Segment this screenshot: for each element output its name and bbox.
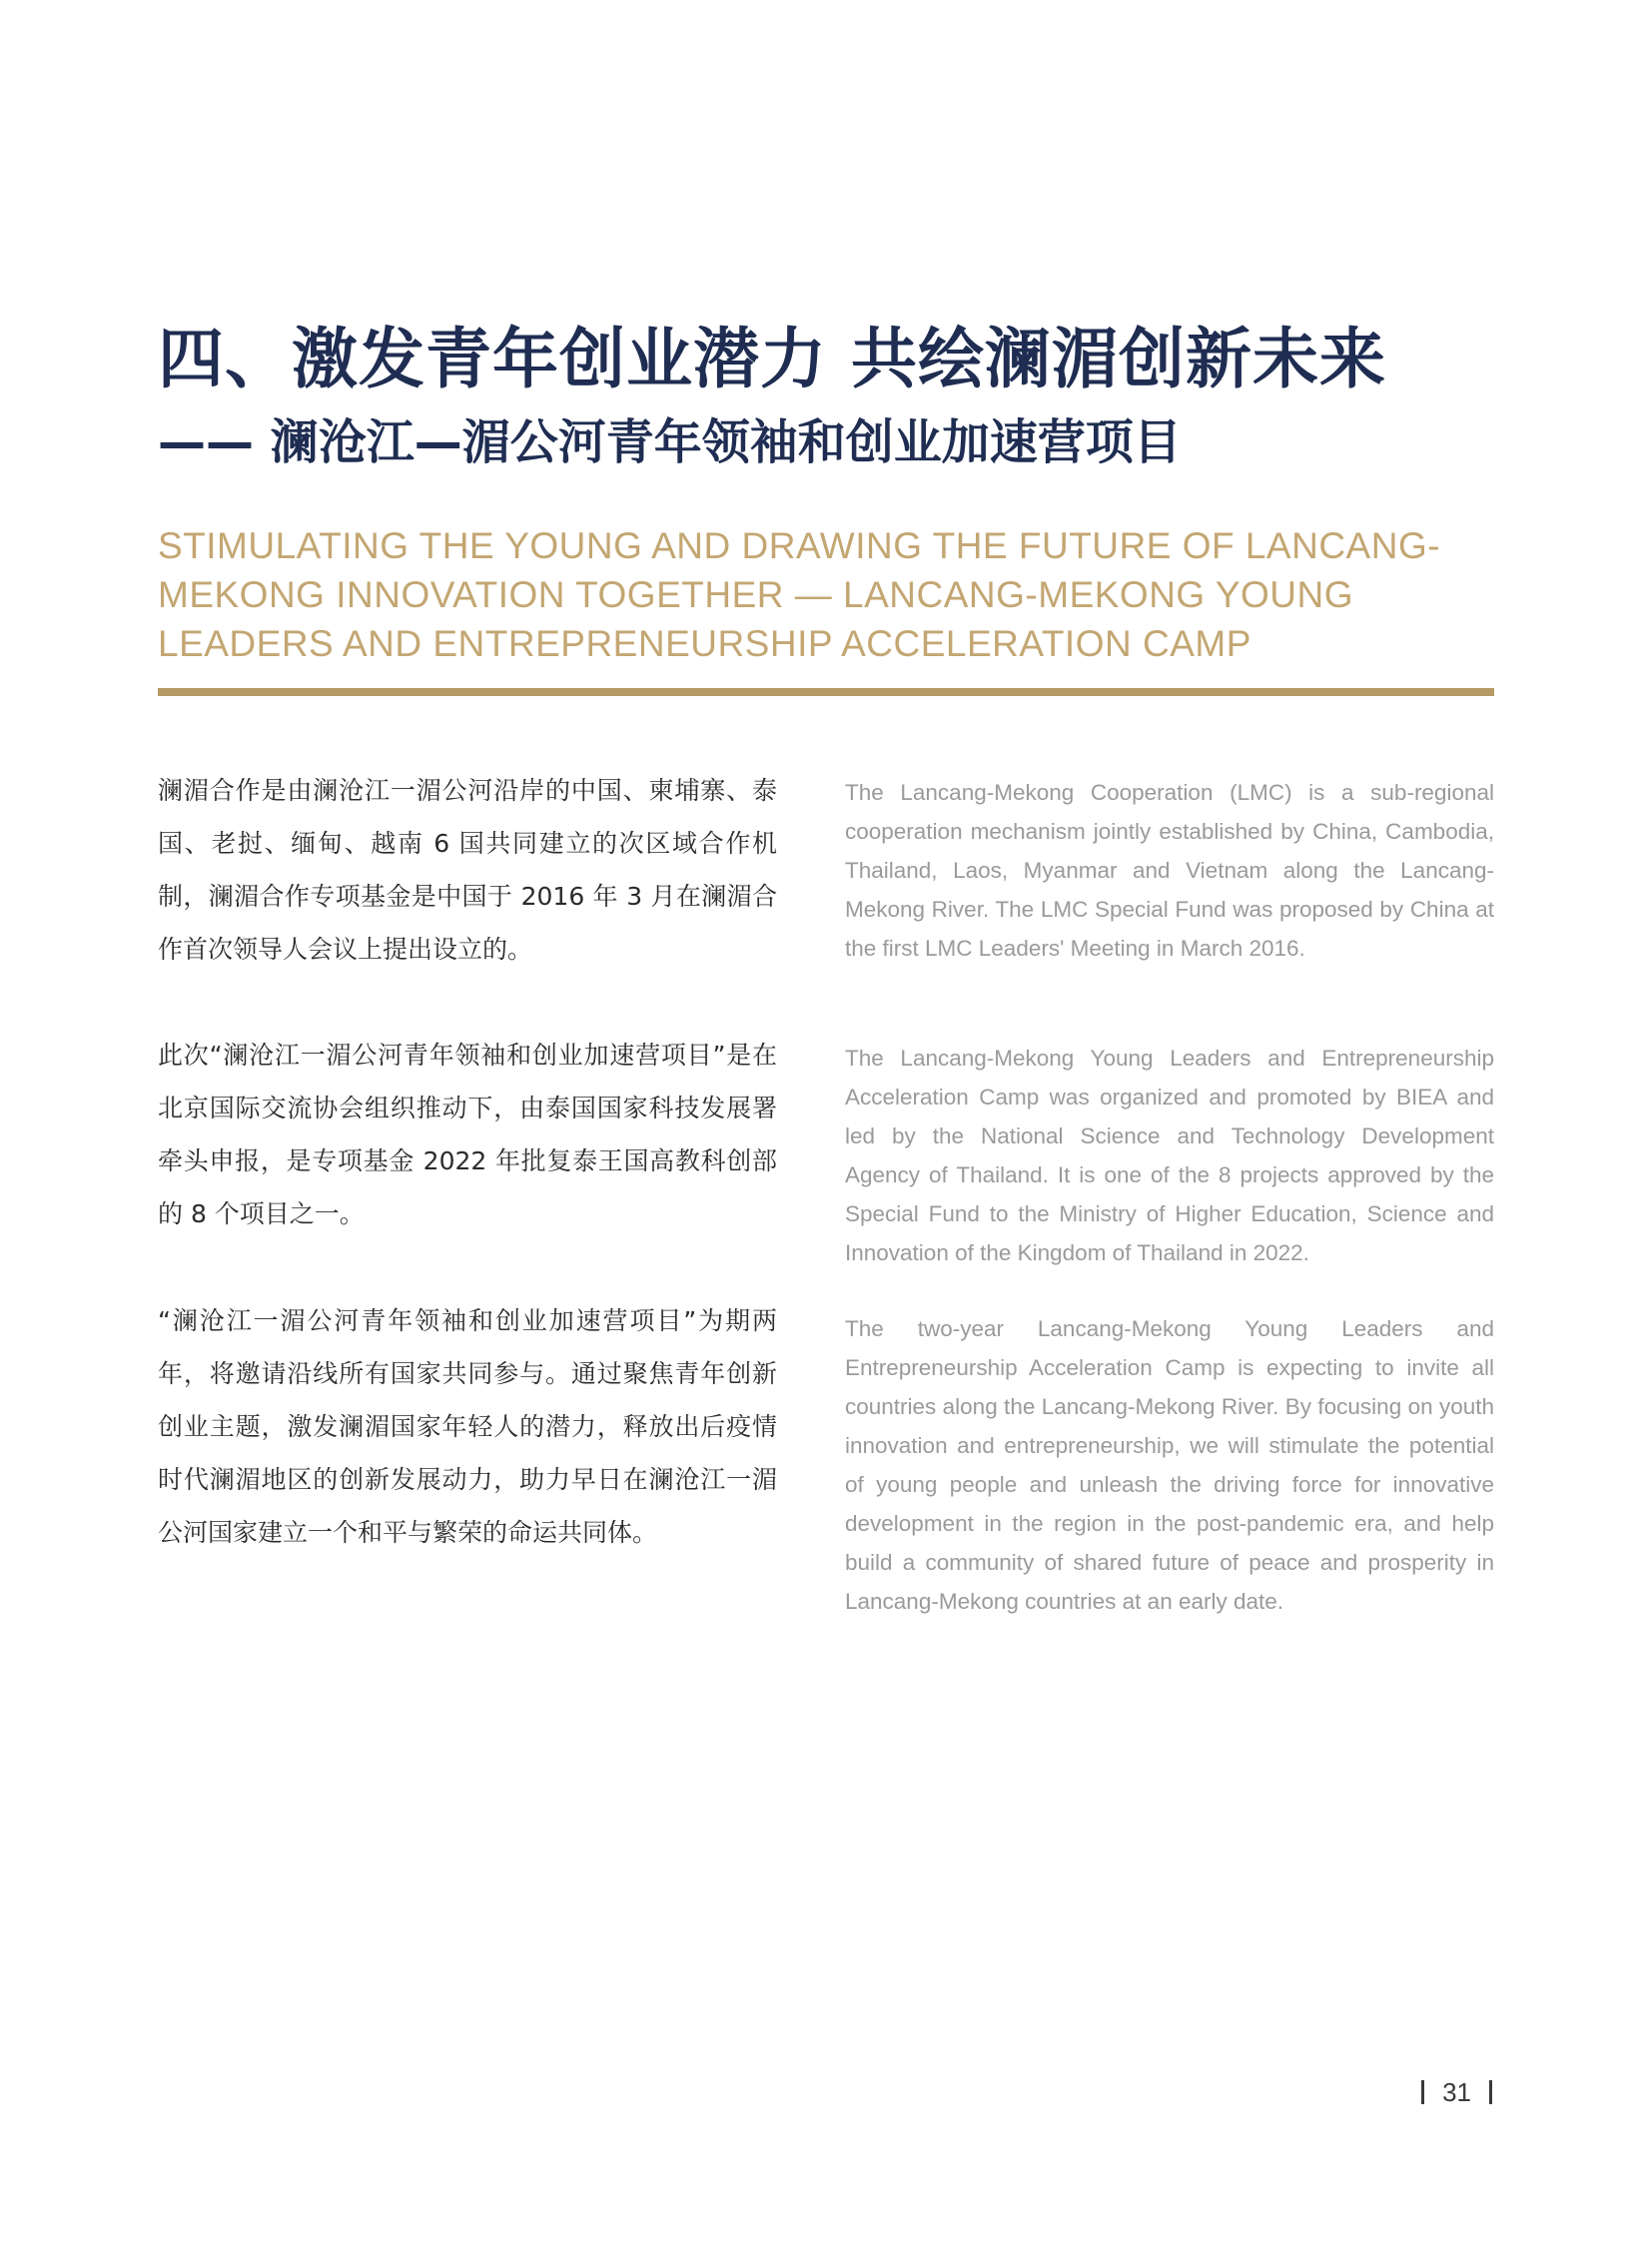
page-title-zh: 四、激发青年创业潜力 共绘澜湄创新未来 <box>158 321 1386 397</box>
page-number-right-bar <box>1489 2080 1492 2104</box>
paragraph-en-1: The Lancang-Mekong Cooperation (LMC) is a sub-regional cooperation mechanism jointly established by China, Cambodia, Thailand, Laos, Myanmar and Vietnam along the Lancang-Mekong River. The LMC Special Fund was proposed by China at the first LMC Leaders' Meeting in March 2016. <box>845 780 1494 961</box>
page-subtitle-zh: —— 澜沧江—湄公河青年领袖和创业加速营项目 <box>158 414 1182 470</box>
paragraph-zh-1: 澜湄合作是由澜沧江一湄公河沿岸的中国、柬埔寨、泰国、老挝、缅甸、越南 6 国共同建立的次区域合作机制，澜湄合作专项基金是中国于 2016 年 3 月在澜湄合作首次领导人会议上提出设立的。 <box>158 776 777 964</box>
page-title-en: STIMULATING THE YOUNG AND DRAWING THE FUTURE OF LANCANG-MEKONG INNOVATION TOGETHER — LANCANG-MEKONG YOUNG LEADERS AND ENTREPRENEURSHIP ACCELERATION CAMP <box>158 525 1441 664</box>
paragraph-zh-2: 此次“澜沧江一湄公河青年领袖和创业加速营项目”是在北京国际交流协会组织推动下，由泰国国家科技发展署牵头申报，是专项基金 2022 年批复泰王国高教科创部的 8 个项目之一。 <box>158 1041 777 1228</box>
paragraph-en-3: The two-year Lancang-Mekong Young Leaders and Entrepreneurship Acceleration Camp is expecting to invite all countries along the Lancang-Mekong River. By focusing on youth innovation and entrepreneurship, we will stimulate the potential of young people and unleash the driving force for innovative development in the region in the post-pandemic era, and help build a community of shared future of peace and prosperity in Lancang-Mekong countries at an early date. <box>845 1316 1494 1614</box>
section-divider <box>158 688 1494 696</box>
paragraph-en-2: The Lancang-Mekong Young Leaders and Entrepreneurship Acceleration Camp was organized and promoted by BIEA and led by the National Science and Technology Development Agency of Thailand. It is one of the 8 projects approved by the Special Fund to the Ministry of Higher Education, Science and Innovation of the Kingdom of Thailand in 2022. <box>845 1046 1494 1265</box>
page-number-value: 31 <box>1442 2077 1471 2107</box>
page-number <box>1421 2077 1492 2107</box>
paragraph-zh-3: “澜沧江一湄公河青年领袖和创业加速营项目”为期两年，将邀请沿线所有国家共同参与。通过聚焦青年创新创业主题，激发澜湄国家年轻人的潜力，释放出后疫情时代澜湄地区的创新发展动力，助力早日在澜沧江一湄公河国家建立一个和平与繁荣的命运共同体。 <box>158 1306 777 1547</box>
